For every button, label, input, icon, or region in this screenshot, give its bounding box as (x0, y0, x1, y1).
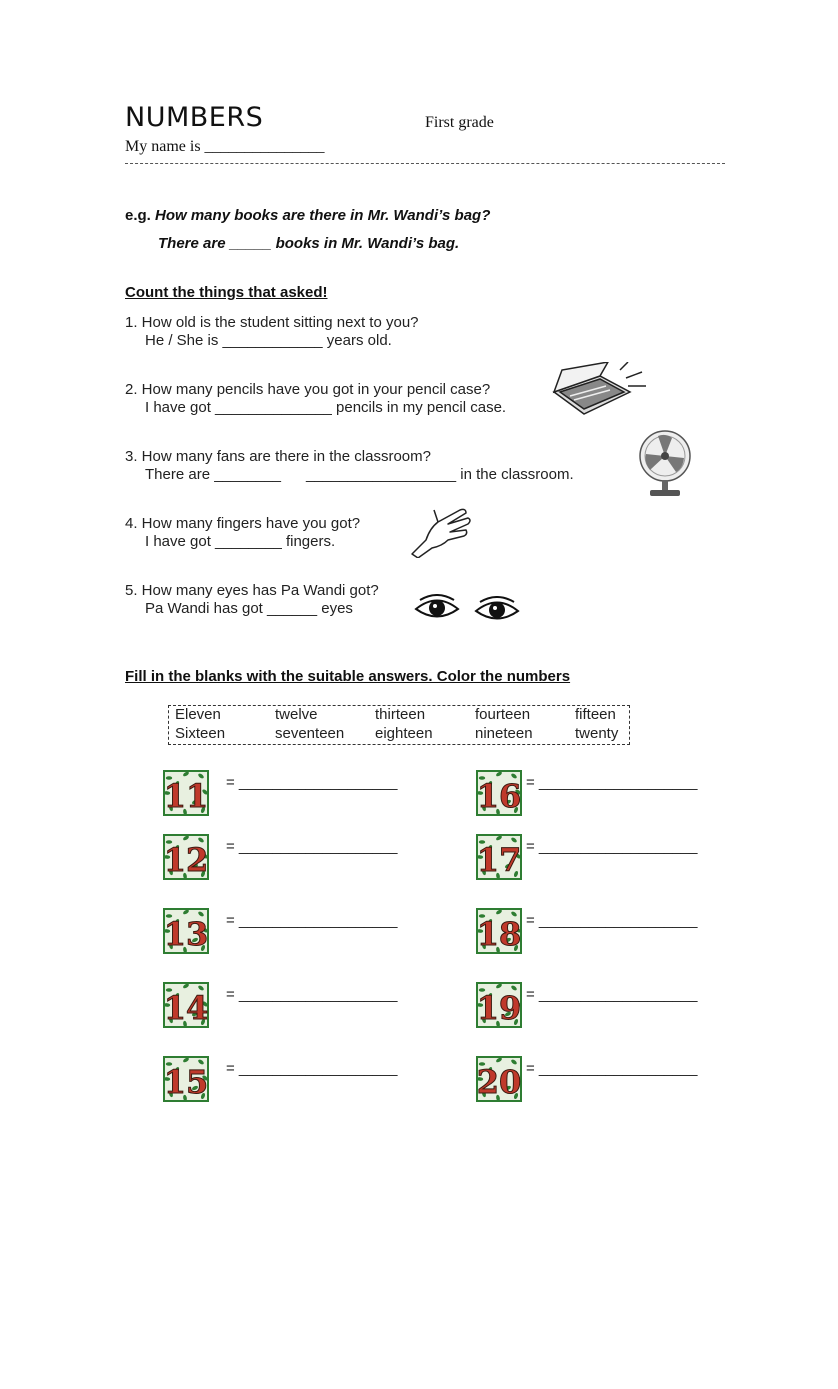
question-1 (125, 314, 419, 350)
number-tile-numeral: 18 (476, 915, 522, 953)
answer-blank: = ___________________ (226, 774, 398, 791)
page-title: NUMBERS (125, 102, 264, 133)
number-tile-12 (163, 834, 209, 880)
fan-icon (636, 428, 694, 498)
word-bank-item: twenty (575, 725, 619, 742)
pencil-case-icon (550, 362, 648, 422)
answer-blank: = ___________________ (226, 1060, 398, 1077)
number-tile-numeral: 17 (476, 841, 522, 879)
word-bank-item: eighteen (375, 725, 433, 742)
eye-icon (474, 596, 520, 626)
answer-blank: = ___________________ (526, 986, 698, 1003)
question-4-text: 4. How many fingers have you got? (125, 515, 361, 532)
question-3-answer: There are ________ __________________ in the classroom. (145, 466, 574, 483)
number-tile-numeral: 16 (476, 777, 522, 815)
grade-label: First grade (425, 114, 494, 131)
word-bank-item: Eleven (175, 706, 221, 723)
dashed-divider (125, 163, 725, 164)
number-tile-numeral: 14 (163, 989, 209, 1027)
question-2-text: 2. How many pencils have you got in your pencil case? (125, 381, 491, 398)
word-bank-item: nineteen (475, 725, 533, 742)
question-3-text: 3. How many fans are there in the classroom? (125, 448, 431, 465)
question-1-text: 1. How old is the student sitting next to you? (125, 314, 419, 331)
example-question (125, 207, 490, 224)
hand-icon (408, 504, 472, 558)
question-1-answer: He / She is ____________ years old. (145, 332, 392, 349)
question-5-answer: Pa Wandi has got ______ eyes (145, 600, 353, 617)
answer-blank: = ___________________ (226, 912, 398, 929)
word-bank-item: fourteen (475, 706, 531, 723)
number-tile-18 (476, 908, 522, 954)
section2-heading: Fill in the blanks with the suitable answers. Color the numbers (125, 668, 571, 685)
word-bank-item: thirteen (375, 706, 426, 723)
answer-blank: = ___________________ (526, 838, 698, 855)
word-bank-item: Sixteen (175, 725, 226, 742)
answer-blank: = ___________________ (526, 1060, 698, 1077)
question-3 (125, 448, 574, 484)
number-tile-14 (163, 982, 209, 1028)
number-tile-numeral: 20 (476, 1063, 522, 1101)
section1-heading: Count the things that asked! (125, 284, 328, 301)
number-tile-15 (163, 1056, 209, 1102)
number-tile-11 (163, 770, 209, 816)
name-line: My name is _______________ (125, 138, 325, 155)
word-bank-item: seventeen (275, 725, 345, 742)
answer-blank: = ___________________ (226, 838, 398, 855)
answer-blank: = ___________________ (526, 912, 698, 929)
number-tile-17 (476, 834, 522, 880)
question-4 (125, 515, 360, 551)
word-bank-item: twelve (275, 706, 318, 723)
number-tile-numeral: 12 (163, 841, 209, 879)
number-tile-numeral: 19 (476, 989, 522, 1027)
number-tile-20 (476, 1056, 522, 1102)
number-tile-13 (163, 908, 209, 954)
number-tile-numeral: 15 (163, 1063, 209, 1101)
number-tile-16 (476, 770, 522, 816)
word-bank (168, 705, 630, 745)
question-5 (125, 582, 379, 618)
number-tile-numeral: 11 (163, 777, 209, 815)
question-4-answer: I have got ________ fingers. (145, 533, 336, 550)
eye-icon (414, 594, 460, 624)
word-bank-item: fifteen (575, 706, 616, 723)
question-5-text: 5. How many eyes has Pa Wandi got? (125, 582, 379, 599)
example-question-text: How many books are there in Mr. Wandi’s bag? (155, 207, 491, 224)
example-answer: There are _____ books in Mr. Wandi’s bag. (158, 235, 460, 252)
number-tile-numeral: 13 (163, 915, 209, 953)
number-tile-19 (476, 982, 522, 1028)
answer-blank: = ___________________ (526, 774, 698, 791)
question-2 (125, 381, 506, 417)
answer-blank: = ___________________ (226, 986, 398, 1003)
question-2-answer: I have got ______________ pencils in my pencil case. (145, 399, 507, 416)
example-prefix: e.g. (125, 207, 156, 224)
